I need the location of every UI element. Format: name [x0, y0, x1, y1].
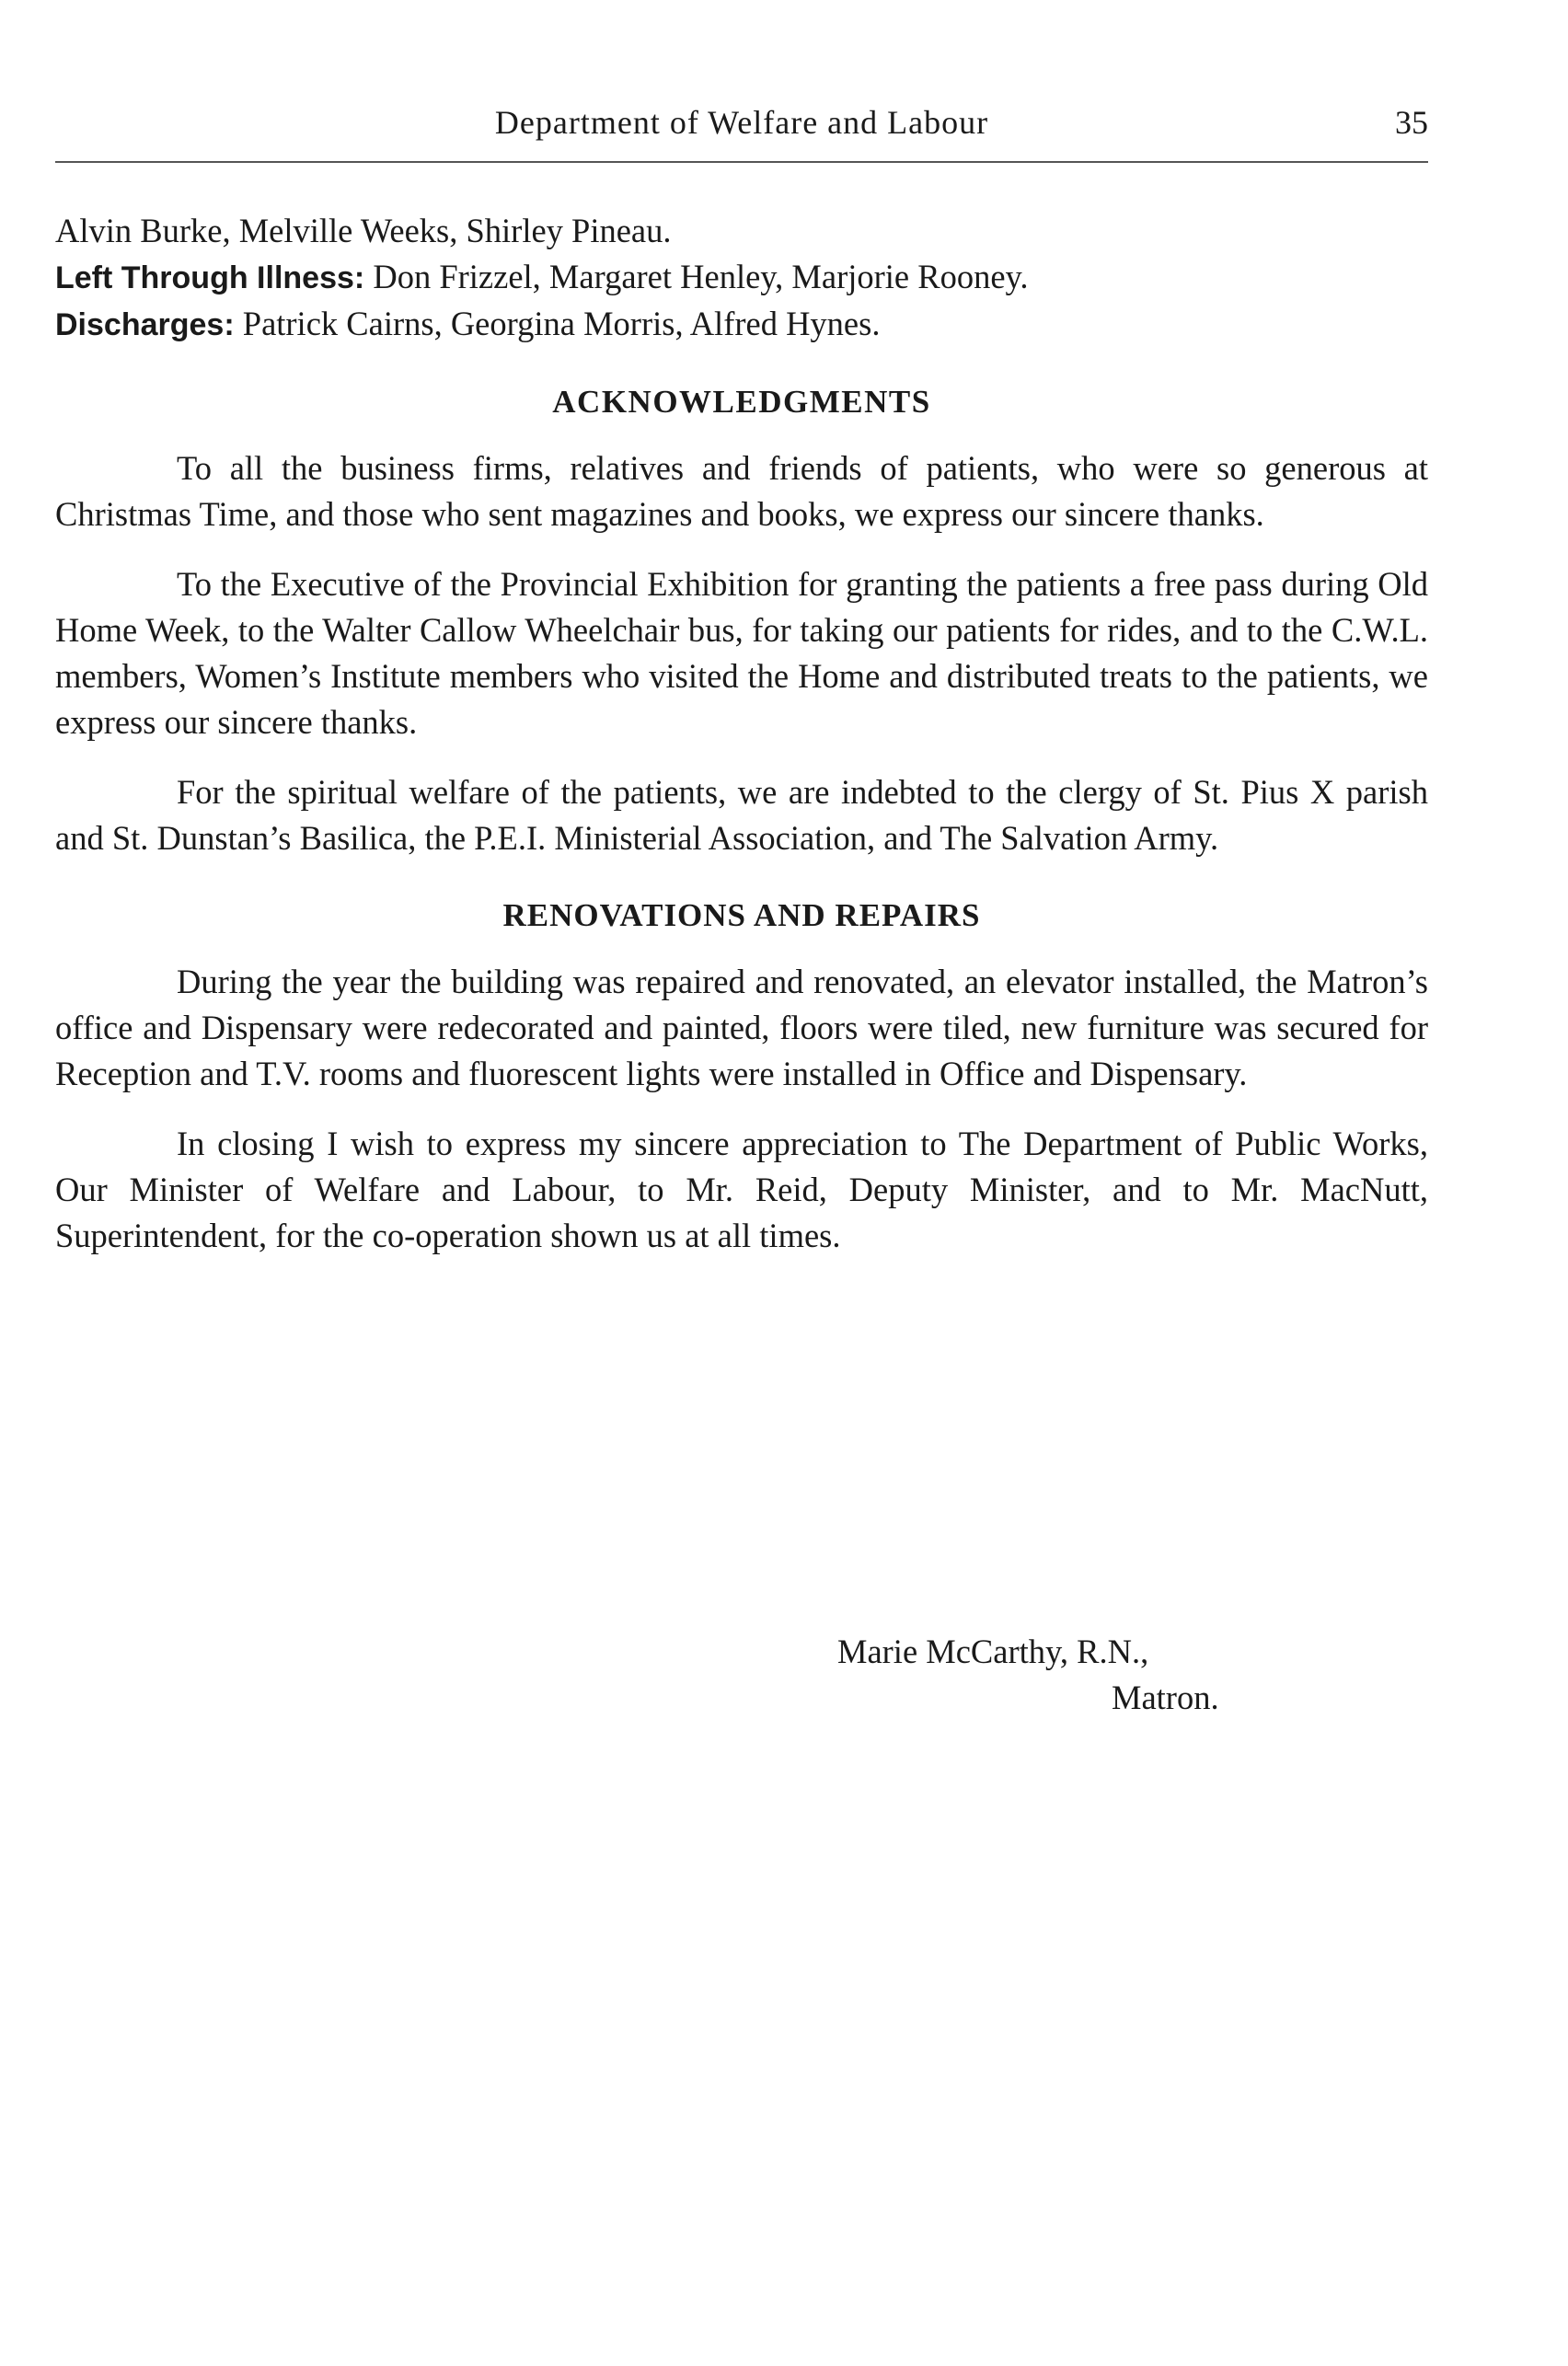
acknowledgments-heading: ACKNOWLEDGMENTS	[552, 384, 931, 420]
names-line: Alvin Burke, Melville Weeks, Shirley Pineau.	[55, 212, 672, 249]
spacer	[55, 1097, 1428, 1121]
renovations-heading: RENOVATIONS AND REPAIRS	[502, 897, 981, 933]
spacer	[55, 745, 1428, 769]
spacer	[55, 425, 1428, 445]
running-header	[55, 103, 1428, 149]
acknowledgments-paragraph-2: To the Executive of the Provincial Exhibition for granting the patients a free pass during Old Home Week, to the Walter Callow Wheelchair bus, for taking our patients for rides, and to the C.W.L. members, Women’s Institute members who visited the Home and distributed treats to the patients, we express our sincere thanks.	[55, 565, 1428, 741]
illness-label: Left Through Illness:	[55, 260, 365, 295]
running-title: Department of Welfare and Labour	[494, 104, 989, 141]
body-text	[55, 208, 1428, 1259]
document-page	[55, 0, 1428, 2366]
header-rule	[55, 161, 1428, 163]
closing-paragraph: In closing I wish to express my sincere appreciation to The Department of Public Works, Our Minister of Welfare and Labour, to Mr. Reid, Deputy Minister, and to Mr. MacNutt, Superintendent, for the co-operation shown us at all times.	[55, 1125, 1428, 1254]
spacer	[55, 939, 1428, 959]
signature-name: Marie McCarthy, R.N.,	[837, 1633, 1149, 1670]
signature-block	[837, 1629, 1389, 1721]
discharges-label: Discharges:	[55, 307, 235, 342]
discharges-names: Patrick Cairns, Georgina Morris, Alfred Hynes.	[242, 305, 881, 342]
discharges-line	[55, 301, 1428, 348]
spacer	[55, 537, 1428, 561]
renovations-paragraph-1: During the year the building was repaired and renovated, an elevator installed, the Matron’s office and Dispensary were redecorated and painted, floors were tiled, new furniture was secured for Reception and T.V. rooms and fluorescent lights were installed in Office and Dispensary.	[55, 963, 1428, 1092]
spacer	[55, 348, 1428, 379]
illness-line	[55, 254, 1428, 301]
acknowledgments-paragraph-3: For the spiritual welfare of the patients, we are indebted to the clergy of St. Pius X parish and St. Dunstan’s Basilica, the P.E.I. Ministerial Association, and The Salvation Army.	[55, 773, 1428, 857]
acknowledgments-paragraph-1: To all the business firms, relatives and friends of patients, who were so generous at Christmas Time, and those who sent magazines and books, we express our sincere thanks.	[55, 449, 1428, 533]
page-number: 35	[1395, 104, 1428, 141]
illness-names: Don Frizzel, Margaret Henley, Marjorie Rooney.	[373, 258, 1029, 295]
spacer	[55, 861, 1428, 893]
signature-title: Matron.	[1112, 1679, 1219, 1716]
